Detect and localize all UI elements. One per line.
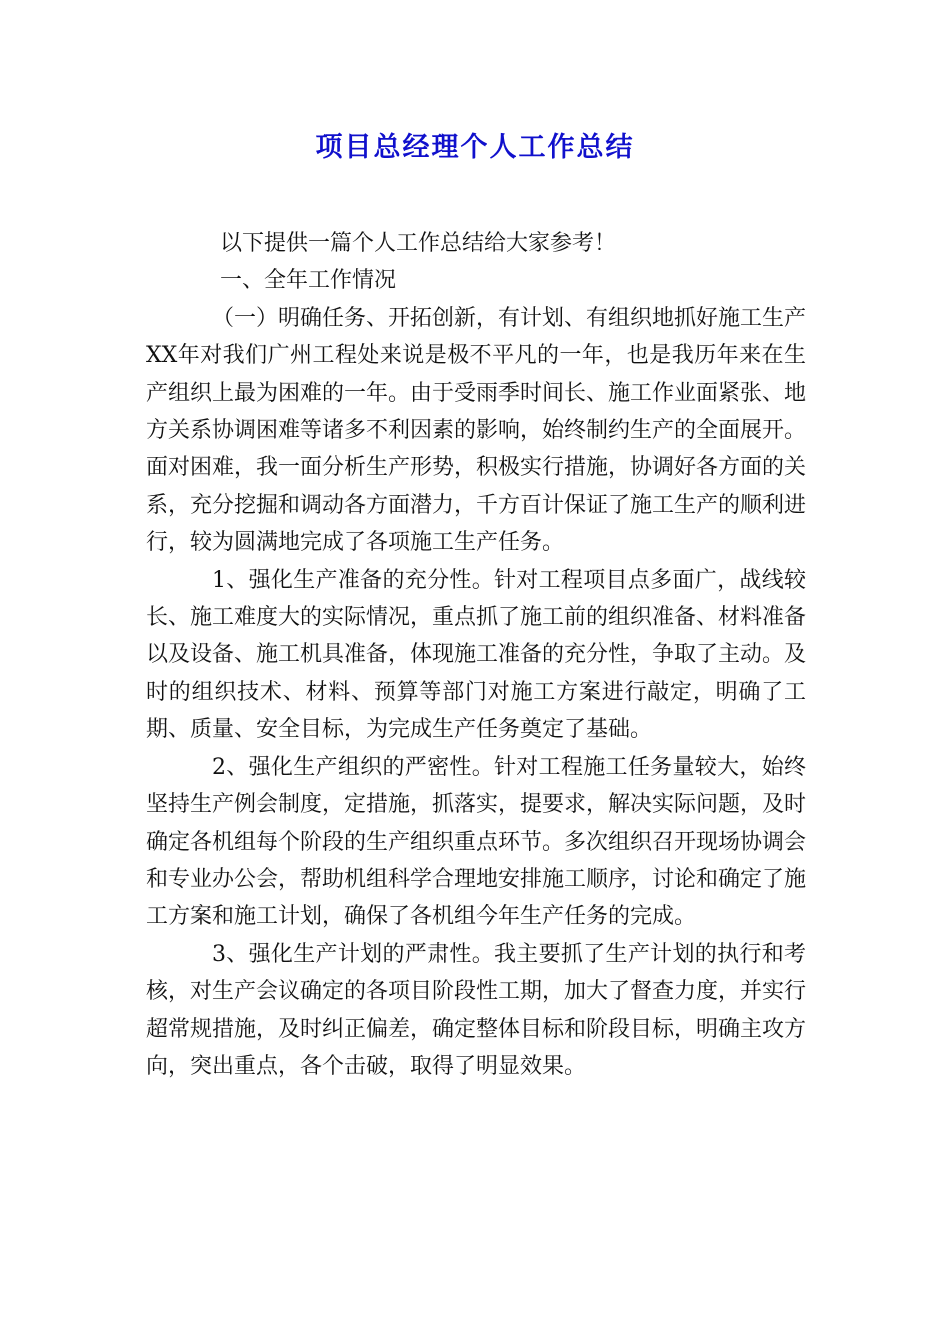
body-paragraph: 2、强化生产组织的严密性。针对工程施工任务量较大，始终坚持生产例会制度，定措施，抓落实，提要求，解决实际问题，及时确定各机组每个阶段的生产组织重点环节。多次组织召开现场协调会和专业办公会，帮助机组科学合理地安排施工顺序，讨论和确定了施工方案和施工计划，确保了各机组今年生产任务的完成。 bbox=[146, 754, 807, 930]
section-heading: 一、全年工作情况 bbox=[220, 268, 397, 294]
body-paragraph: （一）明确任务、开拓创新，有计划、有组织地抓好施工生产XX年对我们广州工程处来说是极不平凡的一年，也是我历年来在生产组织上最为困难的一年。由于受雨季时间长、施工作业面紧张、地方关系协调困难等诸多不利因素的影响，始终制约生产的全面展开。面对困难，我一面分析生产形势，积极实行措施，协调好各方面的关系，充分挖掘和调动各方面潜力，千方百计保证了施工生产的顺利进行，较为圆满地完成了各项施工生产任务。 bbox=[146, 305, 807, 556]
document-body bbox=[146, 225, 806, 1085]
document-title: 项目总经理个人工作总结 bbox=[315, 132, 635, 163]
intro-paragraph: 以下提供一篇个人工作总结给大家参考！ bbox=[220, 231, 617, 256]
body-paragraph: 3、强化生产计划的严肃性。我主要抓了生产计划的执行和考核，对生产会议确定的各项目阶段性工期，加大了督查力度，并实行超常规措施，及时纠正偏差，确定整体目标和阶段目标，明确主攻方向，突出重点，各个击破，取得了明显效果。 bbox=[146, 941, 807, 1079]
body-paragraph: 1、强化生产准备的充分性。针对工程项目点多面广，战线较长、施工难度大的实际情况，重点抓了施工前的组织准备、材料准备以及设备、施工机具准备，体现施工准备的充分性，争取了主动。及时的组织技术、材料、预算等部门对施工方案进行敲定，明确了工期、质量、安全目标，为完成生产任务奠定了基础。 bbox=[146, 567, 807, 743]
